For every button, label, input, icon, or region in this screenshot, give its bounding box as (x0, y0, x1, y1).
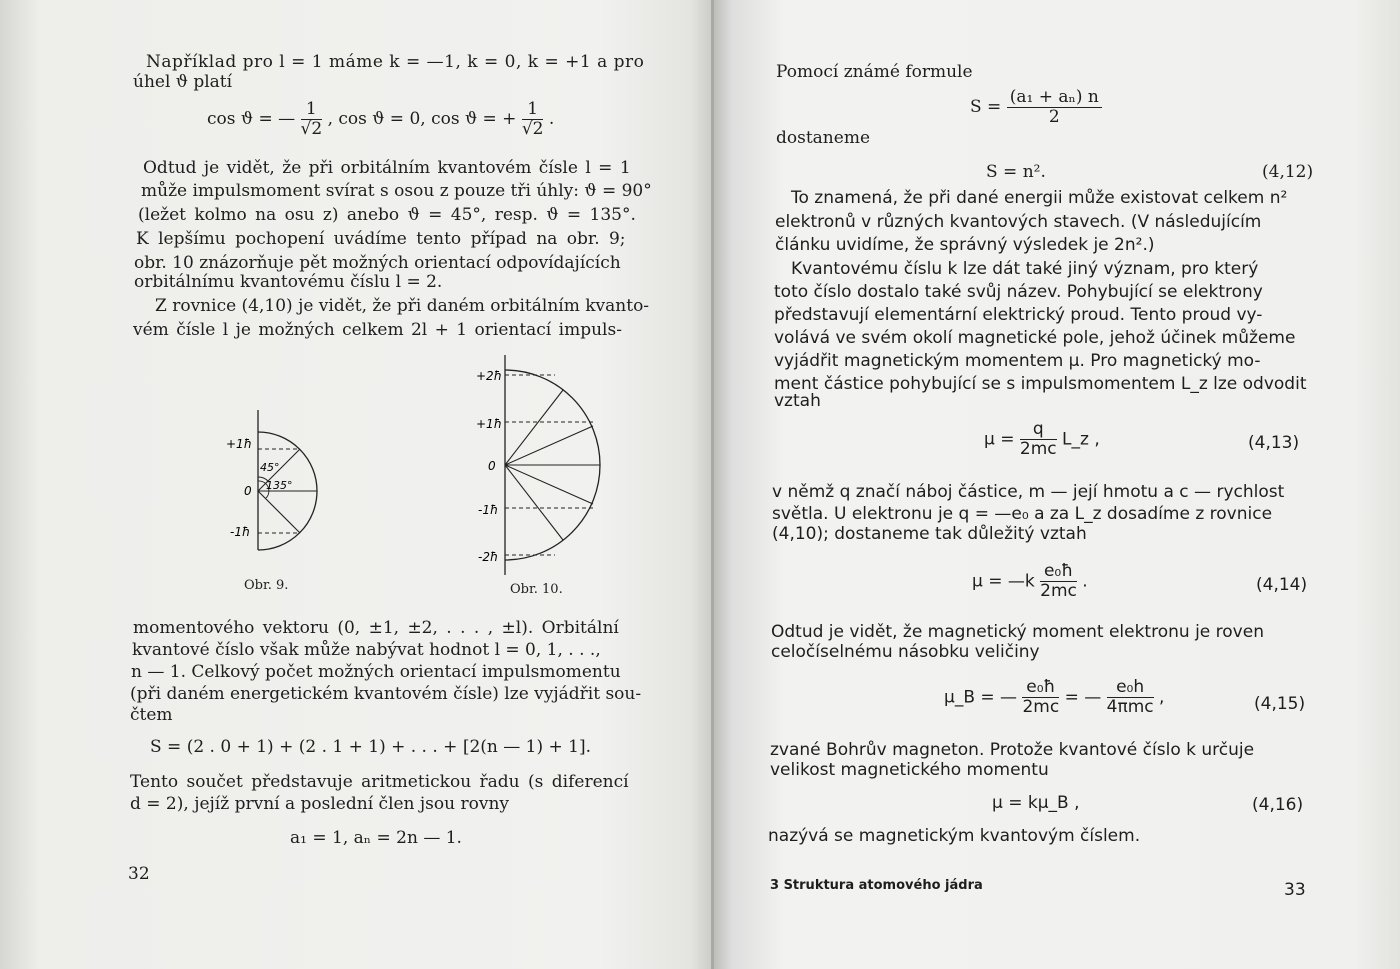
fig10-vector-m1 (505, 465, 593, 504)
right-p4-line5: vyjádřit magnetickým momentem μ. Pro magnetický mo- (774, 351, 1261, 371)
frac-2 (522, 100, 544, 139)
right-p4-line6: ment částice pohybující se s impulsmomentem L_z lze odvodit (774, 374, 1307, 394)
frac-4-15b-den: 4πmc (1106, 697, 1154, 717)
fig10-vector-m2 (505, 465, 563, 540)
fig9-caption: Obr. 9. (244, 578, 289, 593)
frac-4-15b-num: e₀h (1107, 678, 1154, 698)
fig9-vector-down (258, 491, 300, 533)
right-p2: dostaneme (776, 128, 870, 148)
fig10-label-0: 0 (488, 459, 496, 473)
equation-a: a₁ = 1, aₙ = 2n — 1. (290, 828, 462, 848)
left-p4-line5: čtem (130, 705, 173, 725)
frac-4-15a-den: 2mc (1022, 697, 1060, 717)
eq-4-15-lhs: μ_B = — (944, 687, 1018, 708)
frac-4-13-num: q (1020, 420, 1057, 440)
right-p8: nazývá se magnetickým kvantovým číslem. (768, 826, 1141, 846)
fig9-angle-135: 135° (266, 479, 293, 492)
eq-S-lhs: S = (970, 97, 1002, 117)
equation-4-15 (944, 678, 1164, 717)
left-p1-line1: Například pro l = 1 máme k = —1, k = 0, k = +1 a pro (146, 52, 645, 72)
eqnum-4-16: (4,16) (1252, 795, 1304, 815)
left-p5-line2: d = 2), jejíž první a poslední člen jsou rovny (130, 794, 510, 814)
page-number-right: 33 (1284, 880, 1306, 900)
frac-4-14 (1040, 562, 1077, 601)
left-p2-line1: Odtud je vidět, že při orbitálním kvantovém čísle l = 1 (143, 158, 631, 178)
eqnum-4-14: (4,14) (1256, 575, 1308, 595)
eq-4-15-rhs: , (1159, 687, 1165, 708)
fig9-label-plus: +1ħ (226, 437, 253, 451)
frac-1-den: √2 (300, 119, 323, 139)
equation-4-12: S = n². (986, 162, 1046, 182)
eq-4-15-mid: = — (1064, 687, 1102, 708)
right-p6-line1: Odtud je vidět, že magnetický moment elektronu je roven (771, 622, 1264, 642)
figure-10 (470, 350, 605, 580)
frac-S-den: 2 (1048, 107, 1060, 127)
equation-S (970, 88, 1102, 127)
eq-4-14-rhs: . (1082, 571, 1088, 592)
fig10-label-m1: -1ħ (478, 503, 499, 517)
fig10-label-p2: +2ħ (476, 369, 503, 383)
left-p4-line1: momentového vektoru (0, ±1, ±2, . . . , ±l). Orbitální (133, 618, 619, 638)
right-p1: Pomocí známé formule (776, 62, 973, 82)
right-p3-line1: To znamená, že při dané energii může existovat celkem n² (791, 188, 1288, 208)
left-p2-line4: K lepšímu pochopení uvádíme tento případ na obr. 9; (136, 229, 626, 249)
eq-cos-a: cos ϑ = — (207, 109, 296, 129)
right-p3-line2: elektronů v různých kvantových stavech. (V následujícím (775, 212, 1262, 232)
frac-4-14-den: 2mc (1040, 581, 1077, 601)
right-p5-line2: světla. U elektronu je q = —e₀ a za L_z dosadíme z rovnice (772, 504, 1273, 524)
right-p4-line3: představují elementární elektrický proud. Tento proud vy- (774, 305, 1263, 325)
frac-1-num: 1 (301, 100, 323, 120)
eqnum-4-12: (4,12) (1262, 162, 1314, 182)
left-p2-line5: obr. 10 znázorňuje pět možných orientací odpovídajících (134, 253, 621, 273)
frac-4-15a (1022, 678, 1059, 717)
right-p4-line1: Kvantovému číslu k lze dát také jiný význam, pro který (791, 259, 1259, 279)
right-p6-line2: celočíselnému násobku veličiny (771, 642, 1040, 662)
frac-S (1007, 88, 1102, 127)
eq-4-13-lhs: μ = (984, 429, 1015, 450)
fig10-vector-2 (505, 390, 563, 465)
frac-S-num: (a₁ + aₙ) n (1007, 88, 1102, 108)
eqnum-4-15: (4,15) (1254, 694, 1306, 714)
fig9-label-zero: 0 (244, 484, 252, 498)
frac-4-13 (1020, 420, 1057, 459)
eq-cos-b: , cos ϑ = 0, cos ϑ = + (327, 109, 517, 129)
equation-4-14 (972, 562, 1088, 601)
left-p1-line2: úhel ϑ platí (133, 72, 233, 92)
fig10-label-p1: +1ħ (476, 417, 503, 431)
left-p2-line6: orbitálnímu kvantovému číslu l = 2. (134, 272, 443, 292)
equation-cos (207, 100, 554, 139)
eqnum-4-13: (4,13) (1248, 433, 1300, 453)
right-p4-line7: vztah (774, 391, 821, 411)
left-p4-line2: kvantové číslo však může nabývat hodnot l = 0, 1, . . ., (132, 640, 601, 660)
right-p5-line1: v němž q značí náboj částice, m — její hmotu a c — rychlost (772, 482, 1285, 502)
left-p4-line3: n — 1. Celkový počet možných orientací impulsmomentu (131, 662, 621, 682)
figure-9 (220, 405, 330, 555)
page-number-left: 32 (128, 864, 150, 884)
right-p4-line2: toto číslo dostalo také svůj název. Pohybující se elektrony (774, 282, 1263, 302)
left-p3-line1: Z rovnice (4,10) je vidět, že při daném orbitálním kvanto- (155, 296, 650, 316)
equation-4-13 (984, 420, 1100, 459)
frac-2-den: √2 (521, 119, 544, 139)
frac-4-13-den: 2mc (1019, 439, 1057, 459)
frac-4-15a-num: e₀ħ (1022, 678, 1059, 698)
eq-4-13-rhs: L_z , (1062, 429, 1100, 450)
left-p2-line2: může impulsmoment svírat s osou z pouze tři úhly: ϑ = 90° (141, 181, 652, 201)
eq-cos-c: . (548, 109, 555, 129)
frac-4-14-num: e₀ħ (1040, 562, 1077, 582)
fig9-angle-45: 45° (260, 461, 280, 474)
left-p2-line3: (ležet kolmo na osu z) anebo ϑ = 45°, resp. ϑ = 135°. (138, 205, 636, 225)
right-p7-line1: zvané Bohrův magneton. Protože kvantové číslo k určuje (770, 740, 1255, 760)
left-p4-line4: (při daném energetickém kvantovém čísle) lze vyjádřit sou- (130, 684, 642, 704)
right-p4-line4: volává ve svém okolí magnetické pole, jehož účinek můžeme (774, 328, 1296, 348)
fig9-label-minus: -1ħ (230, 525, 251, 539)
right-p7-line2: velikost magnetického momentu (770, 760, 1049, 780)
equation-sum: S = (2 . 0 + 1) + (2 . 1 + 1) + . . . + [2(n — 1) + 1]. (150, 737, 592, 757)
right-p3-line3: článku uvidíme, že správný výsledek je 2n².) (775, 235, 1155, 255)
fig10-caption: Obr. 10. (510, 582, 563, 597)
fig10-vector-1 (505, 426, 593, 465)
fig10-label-m2: -2ħ (478, 550, 499, 564)
left-p3-line2: vém čísle l je možných celkem 2l + 1 orientací impuls- (133, 320, 622, 340)
eq-4-14-lhs: μ = —k (972, 571, 1035, 592)
frac-2-num: 1 (522, 100, 544, 120)
left-p5-line1: Tento součet představuje aritmetickou řadu (s diferencí (130, 772, 629, 792)
right-page (714, 0, 1400, 969)
frac-1 (301, 100, 323, 139)
equation-4-16: μ = kμ_B , (992, 793, 1080, 813)
right-p5-line3: (4,10); dostaneme tak důležitý vztah (772, 524, 1087, 544)
frac-4-15b (1107, 678, 1154, 717)
footer-chapter: 3 Struktura atomového jádra (770, 878, 983, 893)
